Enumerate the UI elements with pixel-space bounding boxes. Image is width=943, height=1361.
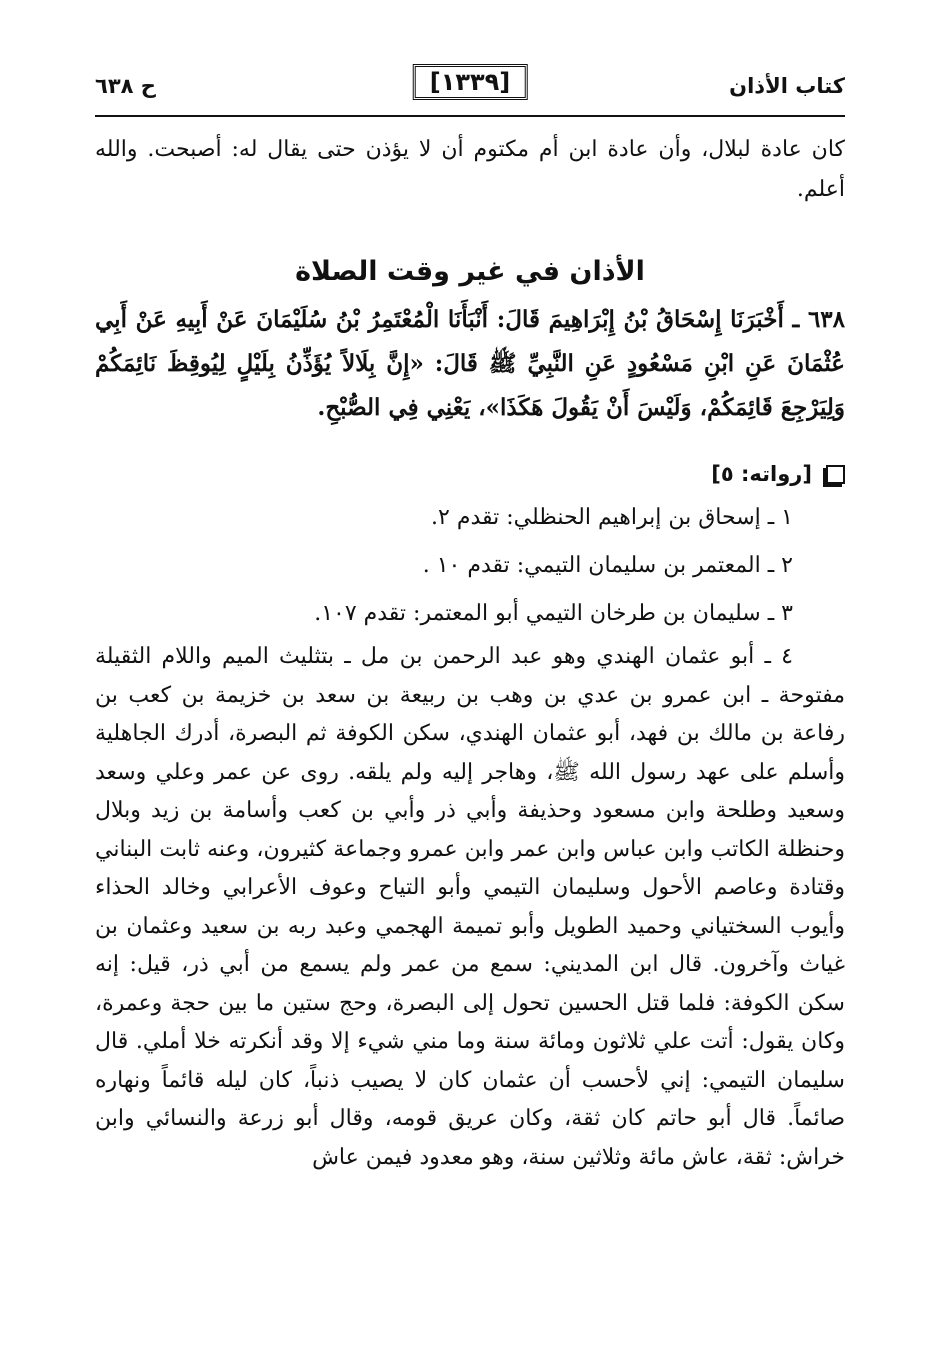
book-title: كتاب الأذان <box>729 74 845 98</box>
section-title: الأذان في غير وقت الصلاة <box>295 256 645 287</box>
narrator-item: ٢ ـ المعتمر بن سليمان التيمي: تقدم ١٠ . <box>422 553 793 578</box>
hadith-reference: ح ٦٣٨ <box>95 74 156 98</box>
hadith-text: ٦٣٨ ـ أَخْبَرَنَا إِسْحَاقُ بْنُ إِبْرَاهِيمَ قَالَ: أَنْبَأَنَا الْمُعْتَمِرُ بْنُ سُلَيْمَانَ عَنْ أَبِيهِ عَنْ أَبِي عُثْمَانَ عَنِ ابْنِ مَسْعُودٍ عَنِ النَّبِيِّ ﷺ قَالَ: «إِنَّ بِلَالاً يُؤَذِّنُ بِلَيْلٍ لِيُوقِظَ نَائِمَكُمْ وَلِيَرْجِعَ قَائِمَكُمْ، وَلَيْسَ أَنْ يَقُولَ هَكَذَا»، يَعْنِي فِي الصُّبْحِ. <box>95 306 845 421</box>
header-divider <box>95 115 845 117</box>
page-header <box>95 60 845 122</box>
page-number: [١٣٣٩] <box>413 64 528 100</box>
document-page <box>95 60 845 1177</box>
narrators-list <box>95 494 845 638</box>
square-bullet-icon <box>826 465 845 484</box>
narrator-item: ٣ ـ سليمان بن طرخان التيمي أبو المعتمر: تقدم ١٠٧. <box>314 601 793 626</box>
narrator-biography: ٤ ـ أبو عثمان الهندي وهو عبد الرحمن بن مل ـ بتثليث الميم واللام الثقيلة مفتوحة ـ ابن عمرو بن عدي بن وهب بن ربيعة بن سعد بن خزيمة بن كعب بن رفاعة بن مالك بن فهد، أبو عثمان الهندي، سكن الكوفة ثم البصرة، أدرك الجاهلية وأسلم على عهد رسول الله ﷺ، وهاجر إليه ولم يلقه. روى عن عمر وعلي وسعد وسعيد وطلحة وابن مسعود وحذيفة وأبي ذر وأبي بن كعب وأسامة بن زيد وبلال وحنظلة الكاتب وابن عباس وابن عمر وابن عمرو وجماعة كثيرون، وعنه ثابت البناني وقتادة وعاصم الأحول وسليمان التيمي وأبو التياح وعوف الأعرابي وخالد الحذاء وأيوب السختياني وحميد الطويل وأبو تميمة الهجمي وعبد ربه بن سعيد وعثمان بن غياث وآخرون. قال ابن المديني: سمع من عمر ولم يسمع من أبي ذر، قيل: إنه سكن الكوفة: فلما قتل الحسين تحول إلى البصرة، وحج ستين ما بين حجة وعمرة، وكان يقول: أتت علي ثلاثون ومائة سنة وما مني شيء إلا وقد أنكرته خلا أملي. قال سليمان التيمي: إني لأحسب أن عثمان كان لا يصيب ذنباً، كان ليله قائماً ونهاره صائماً. قال أبو حاتم كان ثقة، وكان عريق قومه، وقال أبو زرعة والنسائي وابن خراش: ثقة، عاش مائة وثلاثين سنة، وهو معدود فيمن عاش <box>95 644 845 1170</box>
narrator-item: ١ ـ إسحاق بن إبراهيم الحنظلي: تقدم ٢. <box>431 505 793 530</box>
narrators-heading-label: [رواته: ٥] <box>711 462 812 486</box>
intro-paragraph: كان عادة لبلال، وأن عادة ابن أم مكتوم أن لا يؤذن حتى يقال له: أصبحت. والله أعلم. <box>95 137 845 202</box>
narrators-heading <box>95 454 845 494</box>
